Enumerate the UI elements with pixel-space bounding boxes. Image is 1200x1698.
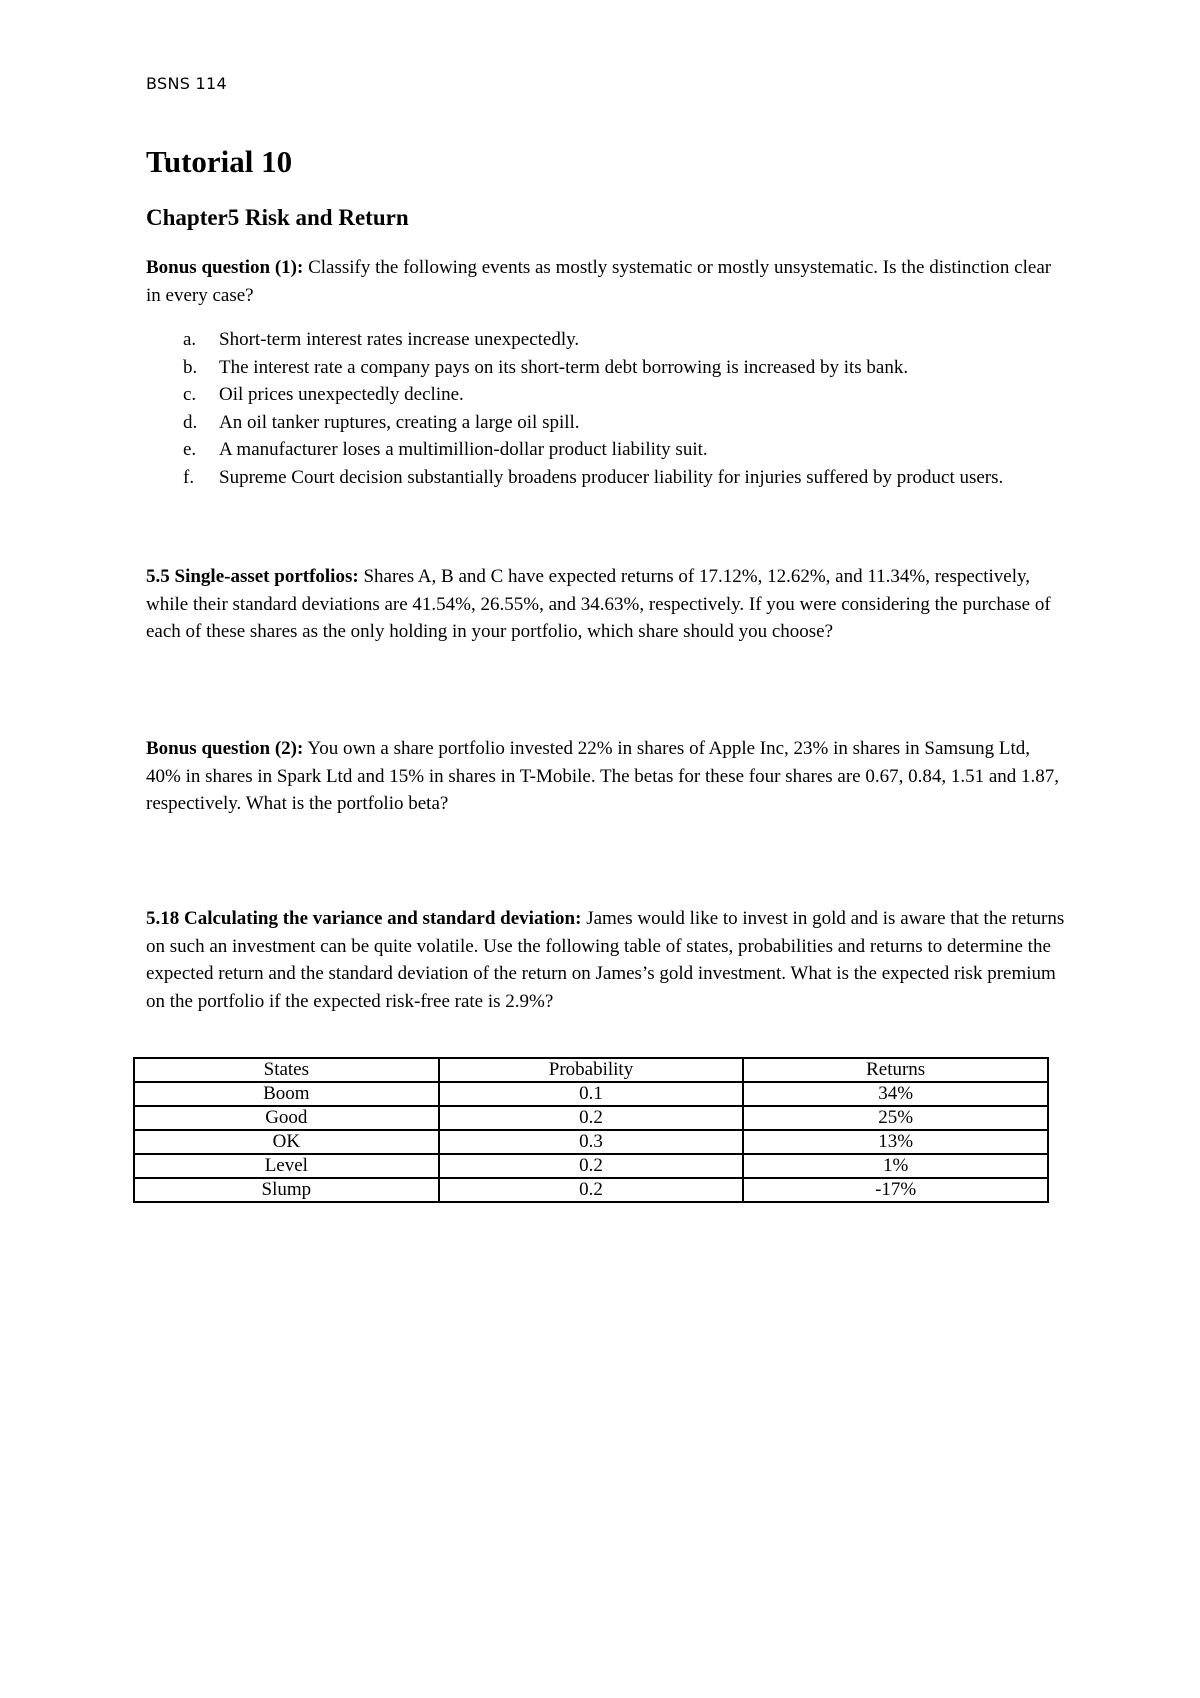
event-list [146, 326, 1066, 491]
table-cell: 0.2 [439, 1106, 744, 1130]
table-cell: Good [134, 1106, 439, 1130]
table-cell: 34% [743, 1082, 1048, 1106]
table-header-row [134, 1058, 1048, 1082]
list-item [146, 464, 1066, 492]
table-row [134, 1154, 1048, 1178]
list-item-text: Short-term interest rates increase unexpectedly. [219, 329, 580, 350]
list-item-text: An oil tanker ruptures, creating a large oil spill. [219, 411, 580, 433]
table-cell: Level [134, 1154, 439, 1178]
list-item [146, 354, 1066, 382]
table-cell: 0.2 [439, 1154, 744, 1178]
list-item-letter: b. [183, 356, 198, 378]
question-5-5-label: 5.5 Single-asset portfolios: [146, 566, 359, 587]
states-table [133, 1057, 1049, 1203]
list-item-letter: a. [183, 329, 197, 350]
table-cell: Slump [134, 1178, 439, 1202]
list-item-text: Supreme Court decision substantially broadens producer liability for injuries suffered by product users. [219, 466, 1004, 488]
table-cell: 0.2 [439, 1178, 744, 1202]
table-cell: 25% [743, 1106, 1048, 1130]
list-item-letter: d. [183, 411, 198, 433]
question-5-18-text: James would like to invest in gold and is aware that the returns on such an investment can be quite volatile. Use the following table of states, probabilities and returns to determine the expected return and the standard deviation of the return on James’s gold investment. What is the expected risk premium on the portfolio if the expected risk-free rate is 2.9%? [146, 908, 1065, 1012]
column-header-states: States [134, 1058, 439, 1082]
chapter-title: Chapter5 Risk and Return [146, 205, 409, 230]
table-cell: -17% [743, 1178, 1048, 1202]
course-code: BSNS 114 [146, 74, 228, 93]
table-cell: 13% [743, 1130, 1048, 1154]
list-item-letter: e. [183, 439, 197, 460]
list-item-text: A manufacturer loses a multimillion-dollar product liability suit. [219, 439, 708, 460]
page-title: Tutorial 10 [146, 144, 293, 179]
list-item [146, 326, 1066, 354]
list-item [146, 381, 1066, 409]
table-row [134, 1106, 1048, 1130]
table-cell: Boom [134, 1082, 439, 1106]
table-row [134, 1178, 1048, 1202]
list-item-text: The interest rate a company pays on its short-term debt borrowing is increased by its bank. [219, 356, 909, 378]
table-cell: 1% [743, 1154, 1048, 1178]
question-5-5-text: Shares A, B and C have expected returns of 17.12%, 12.62%, and 11.34%, respectively, while their standard deviations are 41.54%, 26.55%, and 34.63%, respectively. If you were considering the purchase of each of these shares as the only holding in your portfolio, which share should you choose? [146, 566, 1051, 642]
list-item-text: Oil prices unexpectedly decline. [219, 384, 464, 405]
column-header-probability: Probability [439, 1058, 744, 1082]
table-row [134, 1130, 1048, 1154]
bonus-question-1-label: Bonus question (1): [146, 257, 304, 278]
column-header-returns: Returns [743, 1058, 1048, 1082]
list-item-letter: f. [183, 466, 195, 488]
table-cell: 0.1 [439, 1082, 744, 1106]
bonus-question-2-label: Bonus question (2): [146, 738, 304, 759]
table-cell: 0.3 [439, 1130, 744, 1154]
list-item-letter: c. [183, 384, 197, 405]
list-item [146, 436, 1066, 464]
question-5-18 [146, 905, 1066, 1015]
list-item [146, 409, 1066, 437]
table-cell: OK [134, 1130, 439, 1154]
question-5-18-label: 5.18 Calculating the variance and standard deviation: [146, 908, 582, 929]
question-5-5 [146, 563, 1066, 646]
bonus-question-1-text: Classify the following events as mostly systematic or mostly unsystematic. Is the distinction clear in every case? [146, 257, 1052, 306]
bonus-question-1 [146, 254, 1066, 309]
bonus-question-2 [146, 735, 1066, 818]
bonus-question-2-text: You own a share portfolio invested 22% in shares of Apple Inc, 23% in shares in Samsung Ltd, 40% in shares in Spark Ltd and 15% in shares in T-Mobile. The betas for these four shares are 0.67, 0.84, 1.51 and 1.87, respectively. What is the portfolio beta? [146, 738, 1060, 814]
table-row [134, 1082, 1048, 1106]
